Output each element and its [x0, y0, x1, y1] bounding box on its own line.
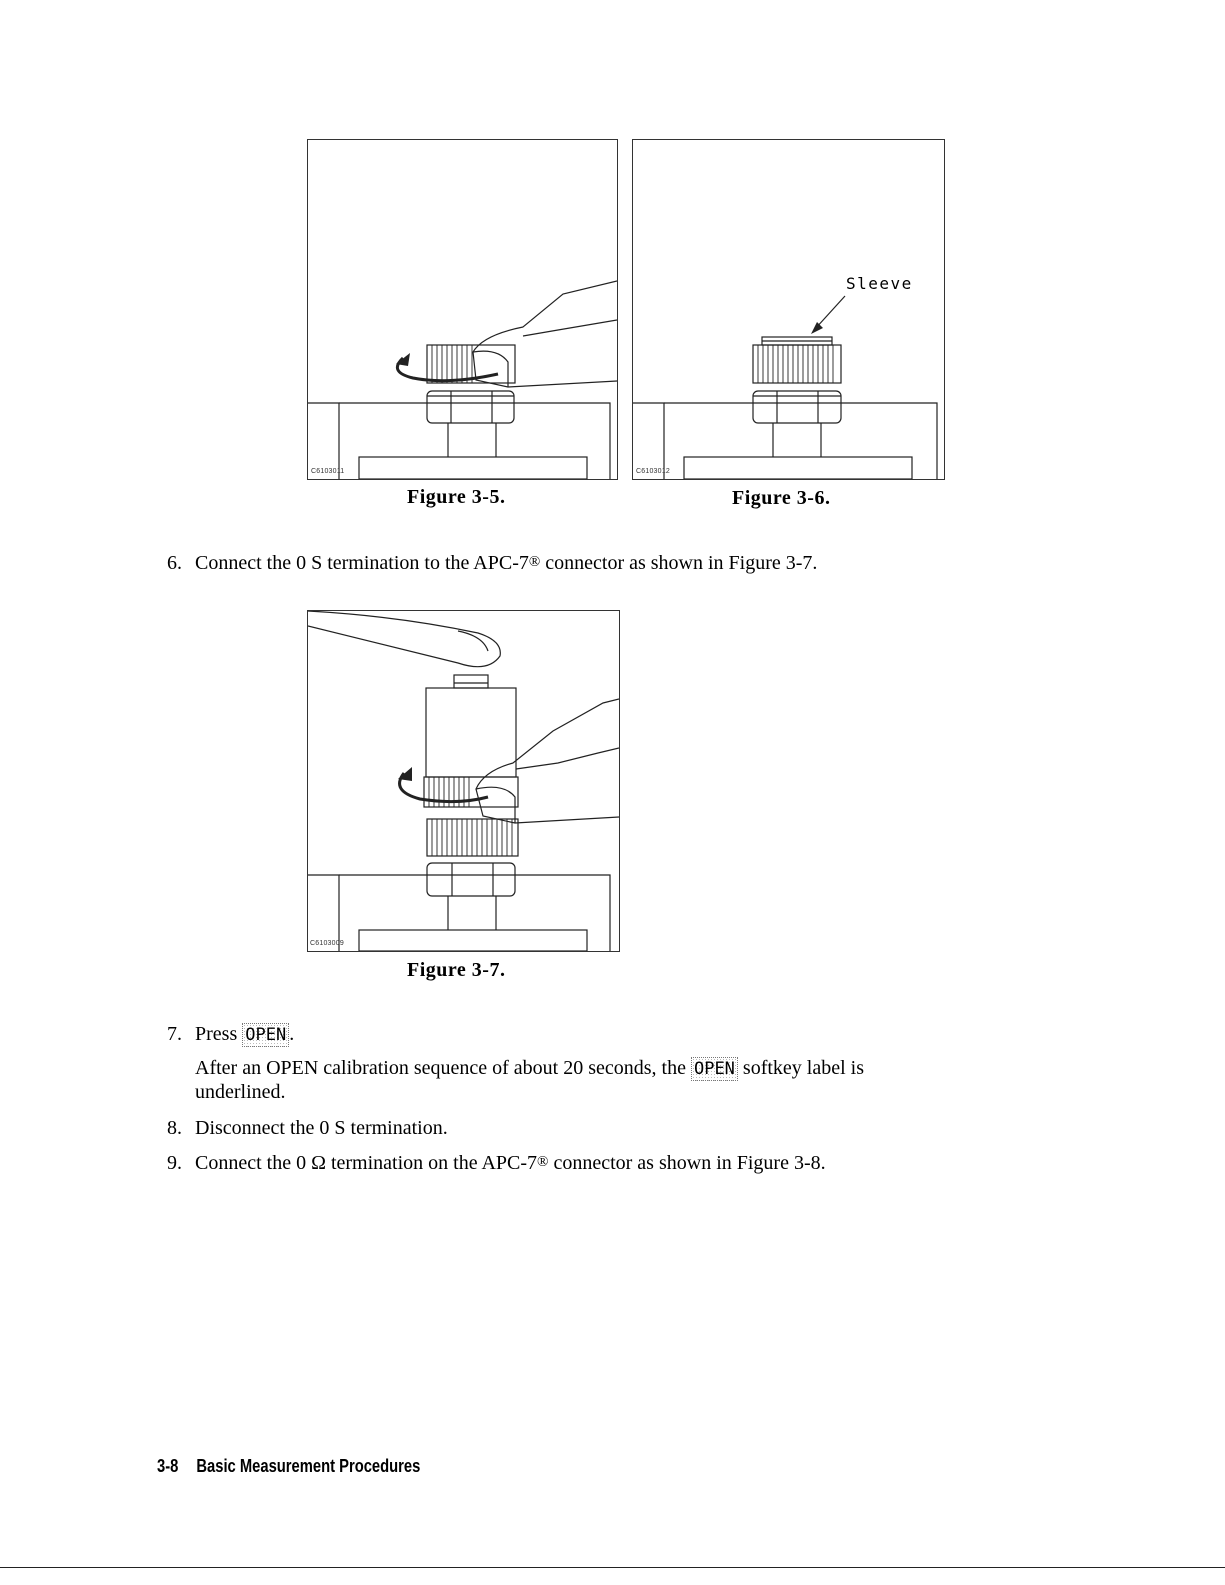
- step-text: Disconnect the 0 S termination.: [195, 1117, 448, 1139]
- bottom-divider: [0, 1567, 1225, 1568]
- sleeve-callout-label: Sleeve: [846, 274, 913, 293]
- page-number: 3-8: [157, 1456, 179, 1476]
- step-text-cont: connector as shown in Figure 3-8.: [548, 1152, 826, 1174]
- step-text: Press: [195, 1023, 243, 1045]
- open-softkey: OPEN: [242, 1023, 289, 1047]
- page-footer: [157, 1456, 420, 1477]
- step-9: [167, 1151, 826, 1177]
- figure-3-6-illustration: [632, 139, 945, 480]
- step-text-cont: connector as shown in Figure 3-7.: [540, 552, 818, 574]
- step-8: [167, 1116, 448, 1140]
- step-text-cont: .: [289, 1023, 295, 1045]
- figure-id-label: C6103011: [311, 468, 345, 475]
- figure-3-6-caption: Figure 3-6.: [732, 487, 831, 509]
- registered-mark: ®: [537, 1154, 549, 1170]
- registered-mark: ®: [528, 554, 541, 570]
- step-text: Connect the 0 Ω termination on the APC-7: [195, 1152, 538, 1174]
- note-text-cont: softkey label is: [737, 1057, 865, 1079]
- step-number: 8.: [167, 1117, 182, 1139]
- figure-id-label: C6103009: [310, 940, 344, 947]
- figure-3-5-illustration: [307, 139, 618, 480]
- step-7-note-line2: underlined.: [195, 1081, 286, 1103]
- figure-id-label: C6103012: [636, 468, 670, 475]
- step-text: Connect the 0 S termination to the APC-7: [195, 552, 529, 574]
- step-number: 9.: [167, 1152, 182, 1174]
- step-6: [167, 551, 817, 577]
- note-text: After an OPEN calibration sequence of about 20 seconds, the: [195, 1057, 691, 1079]
- step-number: 6.: [167, 552, 182, 574]
- step-number: 7.: [167, 1023, 182, 1045]
- step-7: [167, 1022, 294, 1047]
- section-title: Basic Measurement Procedures: [196, 1456, 421, 1476]
- figure-3-7-illustration: [307, 610, 620, 952]
- figure-3-7-caption: Figure 3-7.: [407, 959, 506, 981]
- figure-3-5-caption: Figure 3-5.: [407, 486, 506, 508]
- open-softkey: OPEN: [691, 1057, 738, 1081]
- step-7-note: [195, 1056, 864, 1081]
